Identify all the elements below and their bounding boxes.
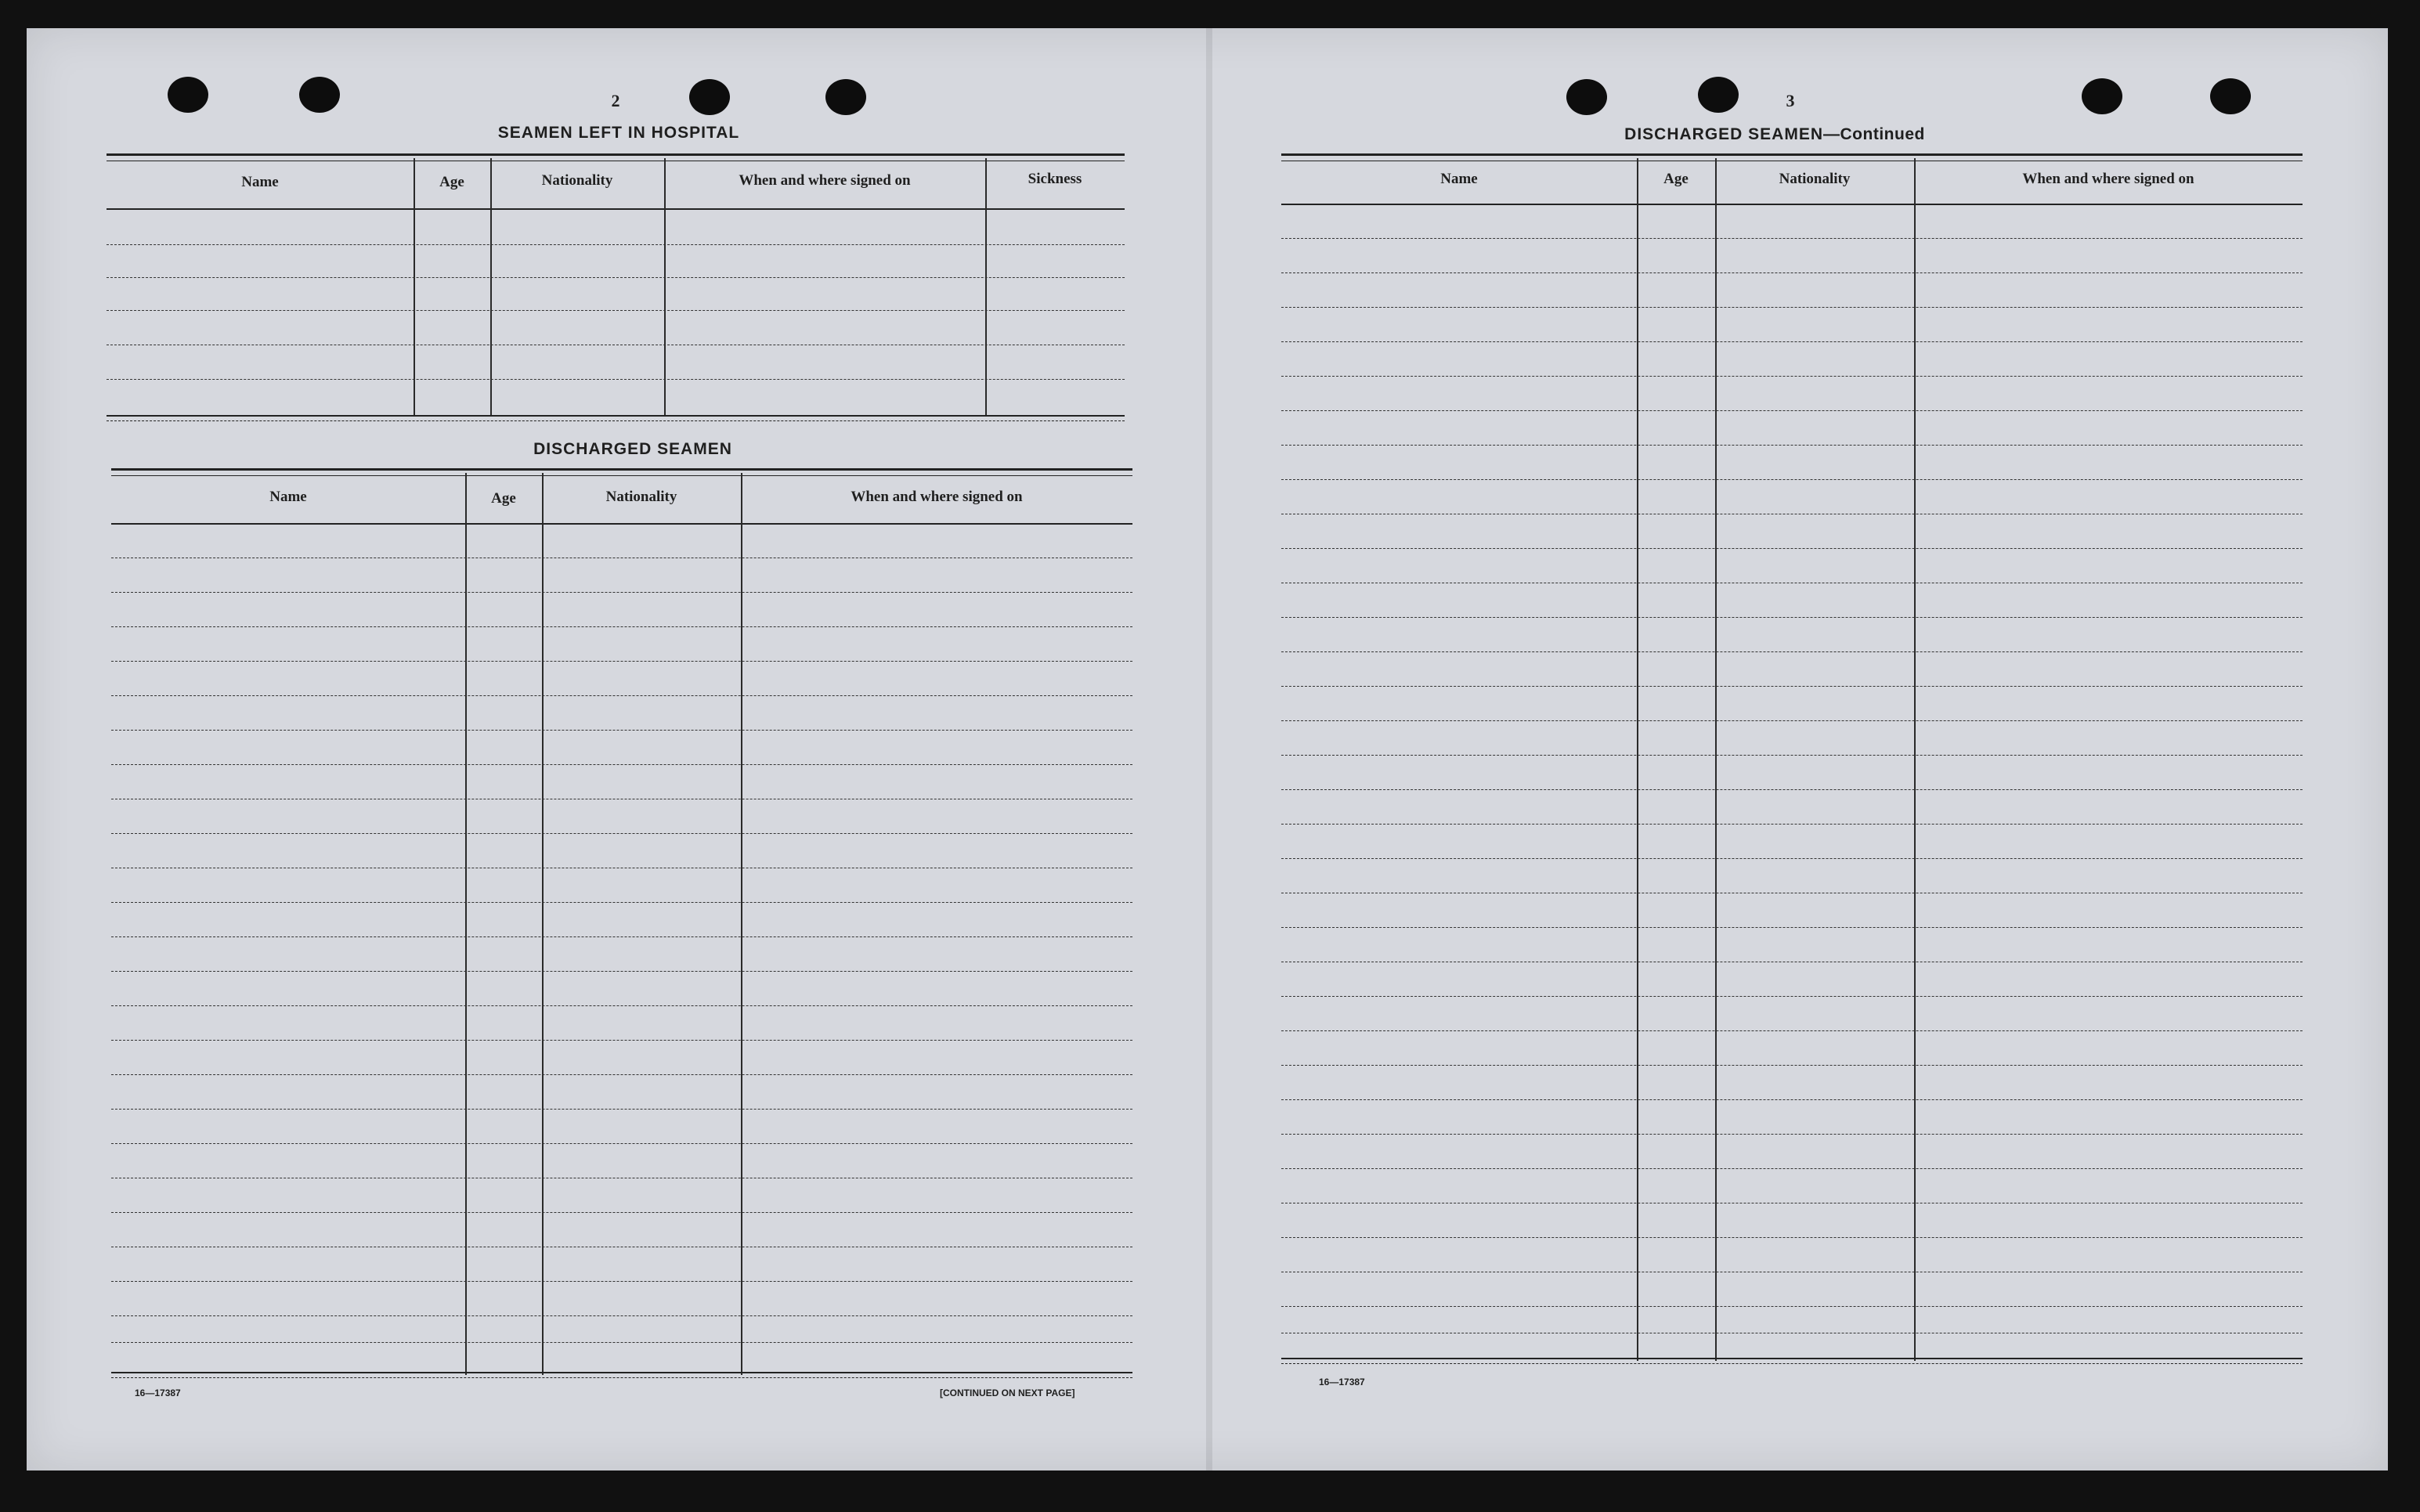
table-bottom-rule xyxy=(1281,1358,2303,1364)
punch-hole xyxy=(168,77,208,113)
table-row xyxy=(1281,548,2303,549)
table-row xyxy=(1281,996,2303,997)
discharged-table-title: DISCHARGED SEAMEN xyxy=(533,440,732,458)
table-row xyxy=(107,379,1125,380)
column-divider xyxy=(741,473,742,1375)
header-rule xyxy=(1281,204,2303,205)
column-header-sickness: Sickness xyxy=(1028,171,1082,187)
table-row xyxy=(1281,238,2303,239)
column-header-nationality: Nationality xyxy=(1779,171,1851,187)
column-divider xyxy=(1715,158,1717,1361)
table-row xyxy=(1281,1306,2303,1307)
table-top-rule xyxy=(111,468,1132,476)
table-row xyxy=(111,1040,1132,1041)
continued-note: [CONTINUED ON NEXT PAGE] xyxy=(940,1388,1075,1398)
table-row xyxy=(1281,272,2303,273)
table-row xyxy=(111,1074,1132,1075)
column-divider xyxy=(465,473,467,1375)
table-row xyxy=(111,661,1132,662)
column-header-signed-on: When and where signed on xyxy=(851,489,1023,505)
header-rule xyxy=(107,208,1125,210)
column-header-signed-on: When and where signed on xyxy=(739,172,911,189)
table-row xyxy=(1281,686,2303,687)
column-header-name: Name xyxy=(269,489,307,505)
page-number-right: 3 xyxy=(1786,91,1795,110)
table-row xyxy=(111,1315,1132,1316)
table-row xyxy=(111,764,1132,765)
table-row xyxy=(1281,1237,2303,1238)
table-row xyxy=(111,971,1132,972)
column-header-age: Age xyxy=(491,490,516,507)
table-row xyxy=(1281,376,2303,377)
table-row xyxy=(1281,445,2303,446)
table-row xyxy=(111,1109,1132,1110)
column-divider xyxy=(1637,158,1638,1361)
column-divider xyxy=(414,158,415,417)
table-row xyxy=(111,626,1132,627)
table-row xyxy=(1281,479,2303,480)
table-row xyxy=(111,1212,1132,1213)
table-row xyxy=(1281,410,2303,411)
punch-hole xyxy=(825,79,866,115)
column-divider xyxy=(985,158,987,417)
table-row xyxy=(111,1005,1132,1006)
table-row xyxy=(1281,1168,2303,1169)
column-header-name: Name xyxy=(1440,171,1478,187)
discharged-continued-title xyxy=(1540,125,2010,144)
discharged-table xyxy=(111,468,1132,1377)
column-header-nationality: Nationality xyxy=(605,489,677,505)
column-header-nationality: Nationality xyxy=(541,172,613,189)
table-bottom-rule xyxy=(107,415,1125,421)
table-bottom-rule xyxy=(111,1372,1132,1378)
table-row xyxy=(107,244,1125,245)
table-row xyxy=(107,310,1125,311)
table-row xyxy=(111,1143,1132,1144)
column-divider xyxy=(542,473,544,1375)
punch-hole xyxy=(299,77,340,113)
table-row xyxy=(1281,789,2303,790)
column-header-signed-on: When and where signed on xyxy=(2022,171,2194,187)
punch-hole xyxy=(689,79,730,115)
table-row xyxy=(111,833,1132,834)
column-divider xyxy=(1914,158,1916,1361)
hospital-table xyxy=(107,153,1125,420)
punch-hole xyxy=(1698,77,1739,113)
column-header-name: Name xyxy=(241,174,279,190)
table-row xyxy=(111,695,1132,696)
table-row xyxy=(1281,1065,2303,1066)
table-top-rule xyxy=(107,153,1125,161)
table-row xyxy=(111,592,1132,593)
table-row xyxy=(111,1342,1132,1343)
page-number-left: 2 xyxy=(611,91,620,110)
punch-hole xyxy=(1566,79,1607,115)
table-row xyxy=(1281,617,2303,618)
discharged-continued-table xyxy=(1281,153,2303,1362)
hospital-table-title: SEAMEN LEFT IN HOSPITAL xyxy=(497,124,740,142)
table-row xyxy=(1281,927,2303,928)
table-row xyxy=(1281,1099,2303,1100)
table-row xyxy=(1281,307,2303,308)
punch-hole xyxy=(2210,78,2251,114)
form-number-right: 16—17387 xyxy=(1319,1377,1365,1388)
column-header-age: Age xyxy=(439,174,464,190)
table-row xyxy=(111,730,1132,731)
form-number-left: 16—17387 xyxy=(135,1388,181,1398)
column-divider xyxy=(664,158,666,417)
table-row xyxy=(1281,755,2303,756)
header-rule xyxy=(111,523,1132,525)
table-row xyxy=(111,902,1132,903)
table-top-rule xyxy=(1281,153,2303,161)
table-row xyxy=(111,1281,1132,1282)
column-divider xyxy=(490,158,492,417)
table-row xyxy=(107,277,1125,278)
punch-hole xyxy=(2082,78,2122,114)
table-row xyxy=(1281,1134,2303,1135)
table-row xyxy=(1281,720,2303,721)
page-fold xyxy=(1206,28,1212,1471)
discharged-continued-title-suffix: —Continued xyxy=(1823,125,1925,143)
table-row xyxy=(111,936,1132,937)
table-row xyxy=(1281,341,2303,342)
column-header-age: Age xyxy=(1663,171,1689,187)
table-row xyxy=(1281,1030,2303,1031)
table-row xyxy=(1281,651,2303,652)
table-row xyxy=(1281,858,2303,859)
table-row xyxy=(1281,824,2303,825)
discharged-continued-title-main: DISCHARGED SEAMEN xyxy=(1624,125,1824,143)
